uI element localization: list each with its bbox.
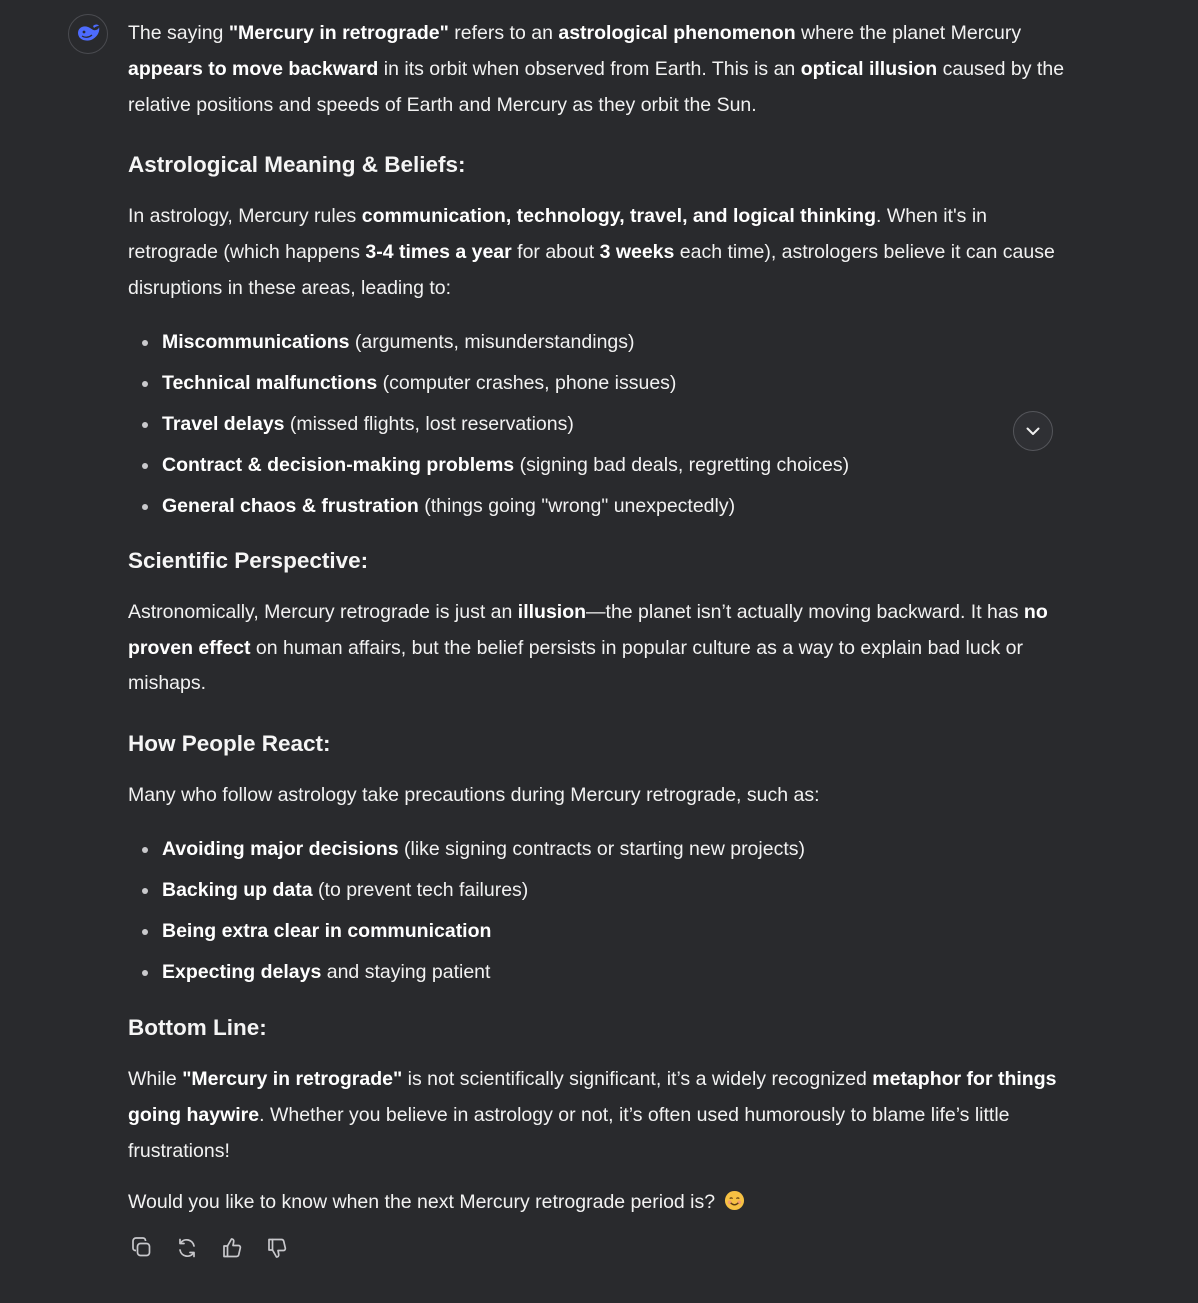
astro-effects-list bbox=[128, 328, 1073, 520]
thumbs-down-icon bbox=[265, 1236, 289, 1260]
list-item: Miscommunications (arguments, misunderstandings) bbox=[128, 328, 1073, 356]
assistant-avatar bbox=[68, 14, 108, 54]
list-item: General chaos & frustration (things going "wrong" unexpectedly) bbox=[128, 492, 1073, 520]
science-heading: Scientific Perspective: bbox=[128, 547, 369, 573]
copy-button[interactable] bbox=[128, 1234, 156, 1262]
copy-icon bbox=[130, 1236, 154, 1260]
regenerate-button[interactable] bbox=[173, 1234, 201, 1262]
thumbs-down-button[interactable] bbox=[263, 1234, 291, 1262]
list-item: Contract & decision-making problems (signing bad deals, regretting choices) bbox=[128, 451, 1073, 479]
assistant-message bbox=[128, 16, 1073, 1221]
closing-question: Would you like to know when the next Mercury retrograde period is? bbox=[128, 1185, 1073, 1221]
smiling-face-emoji bbox=[724, 1190, 745, 1211]
thumbs-up-icon bbox=[220, 1236, 244, 1260]
list-item: Travel delays (missed flights, lost reservations) bbox=[128, 410, 1073, 438]
scroll-to-bottom-button[interactable] bbox=[1013, 411, 1053, 451]
message-actions bbox=[128, 1234, 291, 1262]
list-item: Backing up data (to prevent tech failures) bbox=[128, 876, 1073, 904]
science-paragraph: Astronomically, Mercury retrograde is just an illusion—the planet isn’t actually moving backward. It has no proven effect on human affairs, but the belief persists in popular culture as a way to explain bad luck or mishaps. bbox=[128, 600, 1048, 695]
chevron-down-icon bbox=[1024, 422, 1042, 440]
list-item: Avoiding major decisions (like signing contracts or starting new projects) bbox=[128, 835, 1073, 863]
list-item: Expecting delays and staying patient bbox=[128, 958, 1073, 986]
whale-logo-icon bbox=[74, 20, 102, 48]
list-item: Being extra clear in communication bbox=[128, 917, 1073, 945]
intro-paragraph: The saying "Mercury in retrograde" refers to an astrological phenomenon where the planet Mercury appears to move backward in its orbit when observed from Earth. This is an optical illusion caused by the relative positions and speeds of Earth and Mercury as they orbit the Sun. bbox=[128, 22, 1065, 116]
astro-heading: Astrological Meaning & Beliefs: bbox=[128, 152, 466, 178]
astro-paragraph: In astrology, Mercury rules communication, technology, travel, and logical thinking. When it's in retrograde (which happens 3-4 times a year for about 3 weeks each time), astrologers believe it can cause disruptions in these areas, leading to: bbox=[128, 205, 1055, 299]
thumbs-up-button[interactable] bbox=[218, 1234, 246, 1262]
bottom-line-heading: Bottom Line: bbox=[128, 1014, 267, 1040]
bottom-line-paragraph: While "Mercury in retrograde" is not scientifically significant, it’s a widely recognized metaphor for things going haywire. Whether you believe in astrology or not, it’s often used humorously to blame life’s little frustrations! bbox=[128, 1067, 1057, 1162]
react-heading: How People React: bbox=[128, 731, 331, 757]
regenerate-icon bbox=[175, 1236, 199, 1260]
precautions-list bbox=[128, 835, 1073, 986]
list-item: Technical malfunctions (computer crashes, phone issues) bbox=[128, 369, 1073, 397]
react-intro: Many who follow astrology take precautions during Mercury retrograde, such as: bbox=[128, 784, 820, 807]
